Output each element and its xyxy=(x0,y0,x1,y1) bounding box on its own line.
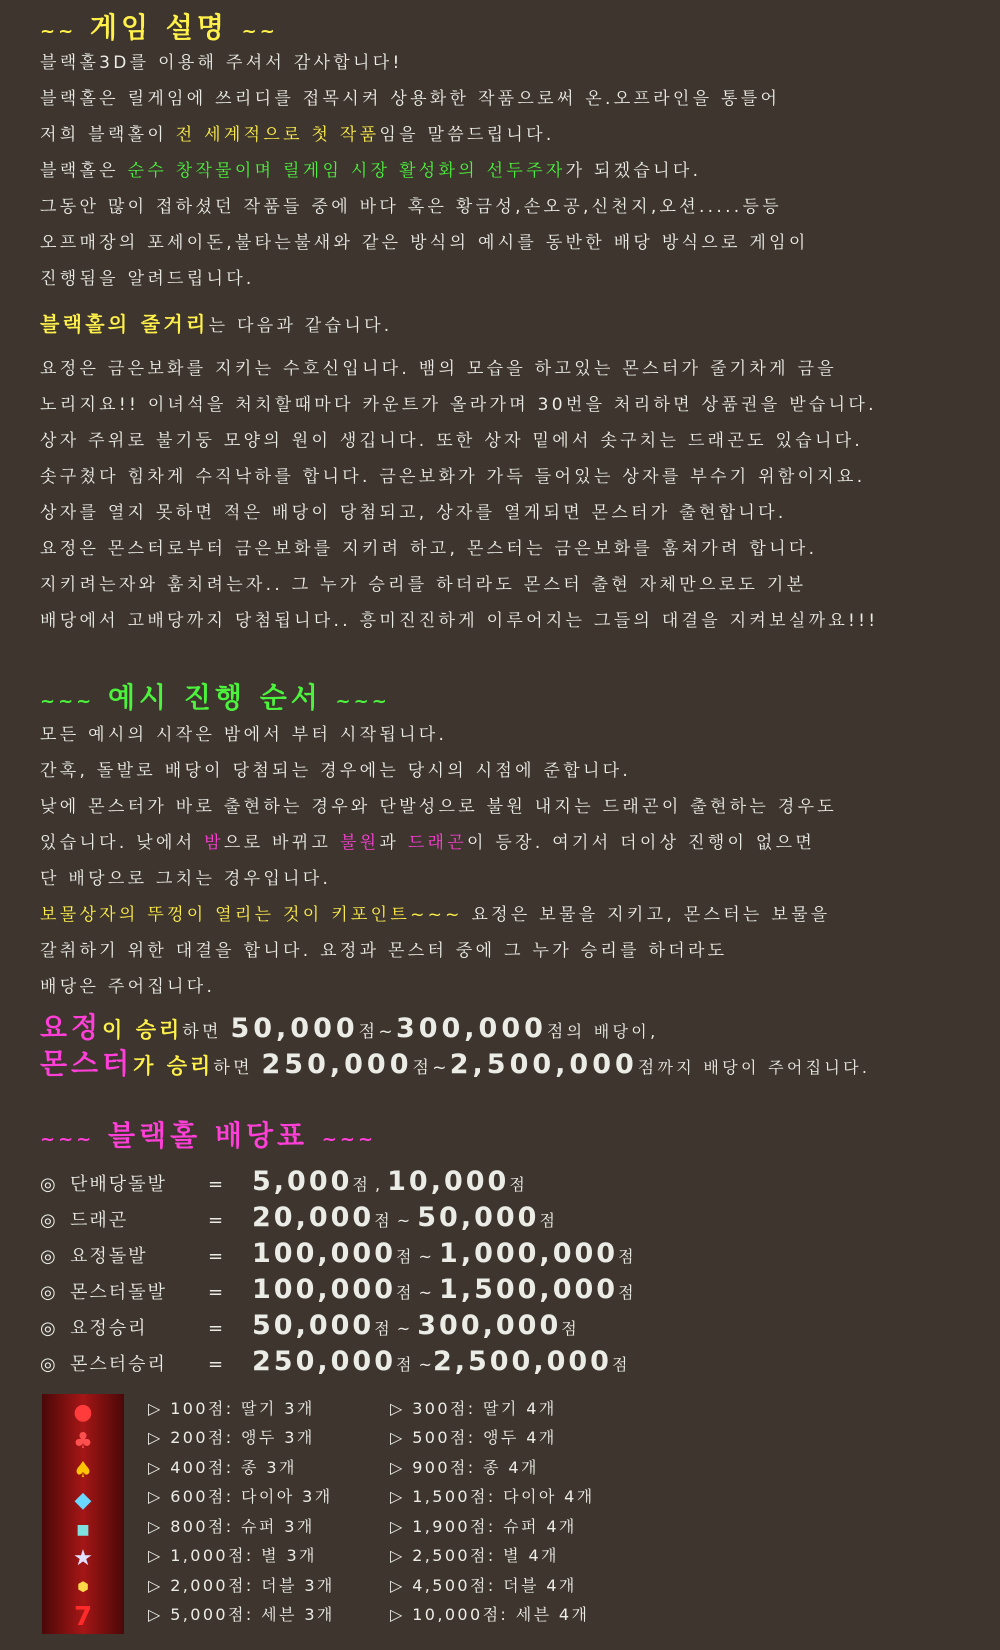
story-line: 지키려는자와 훔치려는자.. 그 누가 승리를 하더라도 몬스터 출현 자체만으로도 기본 xyxy=(40,575,807,595)
amount: 1,000,000 xyxy=(439,1238,619,1269)
strawberry-icon: ● xyxy=(73,1400,93,1425)
unit: 점 xyxy=(618,1247,635,1266)
heading-text: 예시 진행 순서 xyxy=(108,681,322,714)
text: 하면 xyxy=(182,1022,231,1042)
intro-line xyxy=(40,124,555,146)
equals: = xyxy=(208,1282,226,1303)
bullseye-icon: ◎ xyxy=(40,1282,58,1303)
unit: 점 ~ xyxy=(395,1355,433,1374)
amount: 50,000 xyxy=(230,1013,359,1044)
monster-text: 몬스터 xyxy=(40,1047,134,1080)
amount: 300,000 xyxy=(417,1310,562,1341)
heading-text: 블랙홀 배당표 xyxy=(108,1119,309,1152)
text: 가 되겠습니다. xyxy=(565,161,702,181)
unit: 점 , xyxy=(352,1175,388,1194)
heading-tilde: ~~~ xyxy=(335,691,390,712)
symbol-strip xyxy=(42,1394,124,1634)
heading-text: 게임 설명 xyxy=(89,11,228,44)
odds-name: 몬스터승리 xyxy=(70,1354,167,1375)
order-line: 모든 예시의 시작은 밤에서 부터 시작됩니다. xyxy=(40,725,448,745)
odds-name: 요정돌발 xyxy=(70,1246,148,1267)
unit: 점 xyxy=(509,1175,526,1194)
amount: 20,000 xyxy=(252,1202,375,1233)
text: 있습니다. 낮에서 xyxy=(40,833,205,853)
prize-3: ▷ 2,000점: 더블 3개 xyxy=(148,1576,335,1595)
story-line: 요정은 금은보화를 지키는 수호신입니다. 뱀의 모습을 하고있는 몬스터가 줄기차게 금을 xyxy=(40,359,838,379)
bell-icon: ♠ xyxy=(73,1458,93,1483)
highlight-text: 승리 xyxy=(166,1054,214,1078)
intro-line: 블랙홀은 릴게임에 쓰리디를 접목시켜 상용화한 작품으로써 온.오프라인을 통틀어 xyxy=(40,89,781,109)
bullseye-icon: ◎ xyxy=(40,1318,58,1339)
text: 으로 바뀌고 xyxy=(223,833,340,853)
text: 과 xyxy=(379,833,408,853)
amount: 250,000 xyxy=(252,1346,396,1377)
prize-3: ▷ 600점: 다이아 3개 xyxy=(148,1487,333,1506)
unit: 점 xyxy=(561,1319,578,1338)
highlight-text: 전 세계적으로 첫 작품 xyxy=(175,125,380,145)
prize-4: ▷ 2,500점: 별 4개 xyxy=(390,1546,559,1565)
amount: 300,000 xyxy=(395,1013,547,1044)
text: 임을 말씀드립니다. xyxy=(379,125,555,145)
story-line: 상자 주위로 불기둥 모양의 원이 생깁니다. 또한 상자 밑에서 솟구치는 드래곤도 있습니다. xyxy=(40,431,864,451)
star-icon: ★ xyxy=(73,1546,93,1571)
text: 이 xyxy=(102,1018,136,1042)
highlight-text: 순수 창작물이며 릴게임 시장 활성화의 선두주자 xyxy=(127,161,566,181)
intro-line: 진행됨을 알려드립니다. xyxy=(40,269,255,289)
text: 까지 배당이 주어집니다. xyxy=(657,1058,871,1077)
unit: 점 ~ xyxy=(374,1319,418,1338)
fairy-text: 요정 xyxy=(40,1011,103,1044)
odds-row xyxy=(40,1274,635,1304)
monster-win-line xyxy=(40,1048,870,1084)
amount: 50,000 xyxy=(252,1310,375,1341)
unit: 점 xyxy=(611,1355,629,1374)
prize-3: ▷ 100점: 딸기 3개 xyxy=(148,1399,315,1418)
heading-tilde: ~~~ xyxy=(321,1129,377,1150)
amount: 100,000 xyxy=(252,1238,396,1269)
seven-icon: 7 xyxy=(73,1602,93,1632)
unit: 점 ~ xyxy=(395,1283,440,1302)
bullseye-icon: ◎ xyxy=(40,1246,58,1267)
amount: 1,500,000 xyxy=(439,1274,619,1305)
amount: 10,000 xyxy=(387,1166,510,1197)
equals: = xyxy=(208,1174,226,1195)
prize-3: ▷ 800점: 슈퍼 3개 xyxy=(148,1517,315,1536)
intro-line: 그동안 많이 접하셨던 작품들 중에 바다 혹은 황금성,손오공,신천지,오션.....등등 xyxy=(40,197,782,217)
unit: 점 ~ xyxy=(374,1211,418,1230)
odds-row xyxy=(40,1346,628,1376)
prize-4: ▷ 900점: 종 4개 xyxy=(390,1458,539,1477)
odds-row xyxy=(40,1238,635,1268)
payout-table-heading xyxy=(40,1114,376,1154)
order-line: 단 배당으로 그치는 경우입니다. xyxy=(40,869,332,889)
prize-4: ▷ 300점: 딸기 4개 xyxy=(390,1399,557,1418)
odds-name: 요정승리 xyxy=(70,1318,148,1339)
equals: = xyxy=(208,1246,226,1267)
story-line: 요정은 몬스터로부터 금은보화를 지키려 하고, 몬스터는 금은보화를 훔쳐가려 합니다. xyxy=(40,539,818,559)
super-icon: ■ xyxy=(76,1522,90,1538)
prize-3: ▷ 400점: 종 3개 xyxy=(148,1458,297,1477)
diamond-icon: ◆ xyxy=(74,1488,92,1513)
prize-3: ▷ 1,000점: 별 3개 xyxy=(148,1546,317,1565)
amount: 2,500,000 xyxy=(449,1049,638,1080)
heading-tilde: ~~~ xyxy=(40,1129,95,1150)
highlight-text: 불원 xyxy=(339,833,380,853)
text: 가 xyxy=(133,1054,167,1078)
game-description-heading xyxy=(40,6,278,46)
equals: = xyxy=(208,1210,226,1231)
highlight-text: 보물상자의 뚜껑이 열리는 것이 키포인트~~~ xyxy=(40,905,463,925)
prize-4: ▷ 1,500점: 다이아 4개 xyxy=(390,1487,595,1506)
bullseye-icon: ◎ xyxy=(40,1174,58,1195)
heading-tilde: ~~ xyxy=(241,21,278,42)
odds-row xyxy=(40,1166,526,1196)
prize-3: ▷ 5,000점: 세븐 3개 xyxy=(148,1605,335,1624)
odds-name: 드래곤 xyxy=(70,1210,129,1231)
order-line: 간혹, 돌발로 배당이 당첨되는 경우에는 당시의 시점에 준합니다. xyxy=(40,761,632,781)
unit: 점 xyxy=(637,1058,658,1078)
prize-4: ▷ 4,500점: 더블 4개 xyxy=(390,1576,577,1595)
amount: 100,000 xyxy=(252,1274,396,1305)
story-line: 솟구쳤다 힘차게 수직낙하를 합니다. 금은보화가 가득 들어있는 상자를 부수기 위함이지요. xyxy=(40,467,866,487)
text: 의 배당이, xyxy=(566,1022,659,1041)
order-line: 배당은 주어집니다. xyxy=(40,977,216,997)
odds-row xyxy=(40,1310,578,1340)
order-line xyxy=(40,832,815,854)
prize-4: ▷ 10,000점: 세븐 4개 xyxy=(390,1605,590,1624)
amount: 250,000 xyxy=(261,1049,413,1080)
cherry-icon: ♣ xyxy=(73,1429,93,1454)
heading-tilde: ~~~ xyxy=(40,691,95,712)
double-icon: ⬢ xyxy=(77,1580,89,1595)
story-line: 노리지요!! 이녀석을 처치할때마다 카운트가 올라가며 30번을 처리하면 상품권을 받습니다. xyxy=(40,395,877,415)
intro-line: 블랙홀3D를 이용해 주셔서 감사합니다! xyxy=(40,53,403,73)
fairy-win-line xyxy=(40,1012,658,1048)
unit: 점~ xyxy=(412,1058,450,1078)
highlight-text: 승리 xyxy=(135,1018,183,1042)
order-line xyxy=(40,904,831,926)
story-line: 상자를 열지 못하면 적은 배당이 당첨되고, 상자를 열게되면 몬스터가 출현합니다. xyxy=(40,503,787,523)
text: 는 다음과 같습니다. xyxy=(208,316,393,336)
equals: = xyxy=(208,1354,226,1375)
text: 저희 블랙홀이 xyxy=(40,125,176,145)
amount: 50,000 xyxy=(417,1202,540,1233)
order-line: 낮에 몬스터가 바로 출현하는 경우와 단발성으로 불원 내지는 드래곤이 출현하는 경우도 xyxy=(40,797,838,817)
odds-row xyxy=(40,1202,556,1232)
prize-4: ▷ 1,900점: 슈퍼 4개 xyxy=(390,1517,577,1536)
highlight-text: 드래곤 xyxy=(407,833,467,853)
odds-name: 단배당돌발 xyxy=(70,1174,167,1195)
bullseye-icon: ◎ xyxy=(40,1210,58,1231)
text: 하면 xyxy=(213,1058,262,1078)
story-line: 배당에서 고배당까지 당첨됩니다.. 흥미진진하게 이루어지는 그들의 대결을 지켜보실까요!!! xyxy=(40,611,879,631)
unit: 점 xyxy=(539,1211,556,1230)
highlight-text: 블랙홀의 줄거리 xyxy=(40,312,209,336)
heading-tilde: ~~ xyxy=(40,21,77,42)
prize-3: ▷ 200점: 앵두 3개 xyxy=(148,1428,315,1447)
bullseye-icon: ◎ xyxy=(40,1354,58,1375)
unit: 점 xyxy=(618,1283,635,1302)
preview-order-heading xyxy=(40,676,390,716)
amount: 5,000 xyxy=(252,1166,353,1197)
intro-line xyxy=(40,160,701,182)
equals: = xyxy=(208,1318,226,1339)
unit: 점 xyxy=(546,1022,567,1042)
intro-line: 오프매장의 포세이돈,불타는불새와 같은 방식의 예시를 동반한 배당 방식으로 게임이 xyxy=(40,233,809,253)
prize-4: ▷ 500점: 앵두 4개 xyxy=(390,1428,557,1447)
unit: 점~ xyxy=(358,1022,396,1042)
amount: 2,500,000 xyxy=(432,1346,612,1377)
highlight-text: 밤 xyxy=(204,833,224,853)
text: 블랙홀은 xyxy=(40,161,128,181)
odds-name: 몬스터돌발 xyxy=(70,1282,167,1303)
order-line: 갈취하기 위한 대결을 합니다. 요정과 몬스터 중에 그 누가 승리를 하더라도 xyxy=(40,941,728,961)
storyline-line xyxy=(40,313,393,337)
text: 이 등장. 여기서 더이상 진행이 없으면 xyxy=(467,833,816,853)
text: 요정은 보물을 지키고, 몬스터는 보물을 xyxy=(462,905,831,925)
unit: 점 ~ xyxy=(395,1247,440,1266)
